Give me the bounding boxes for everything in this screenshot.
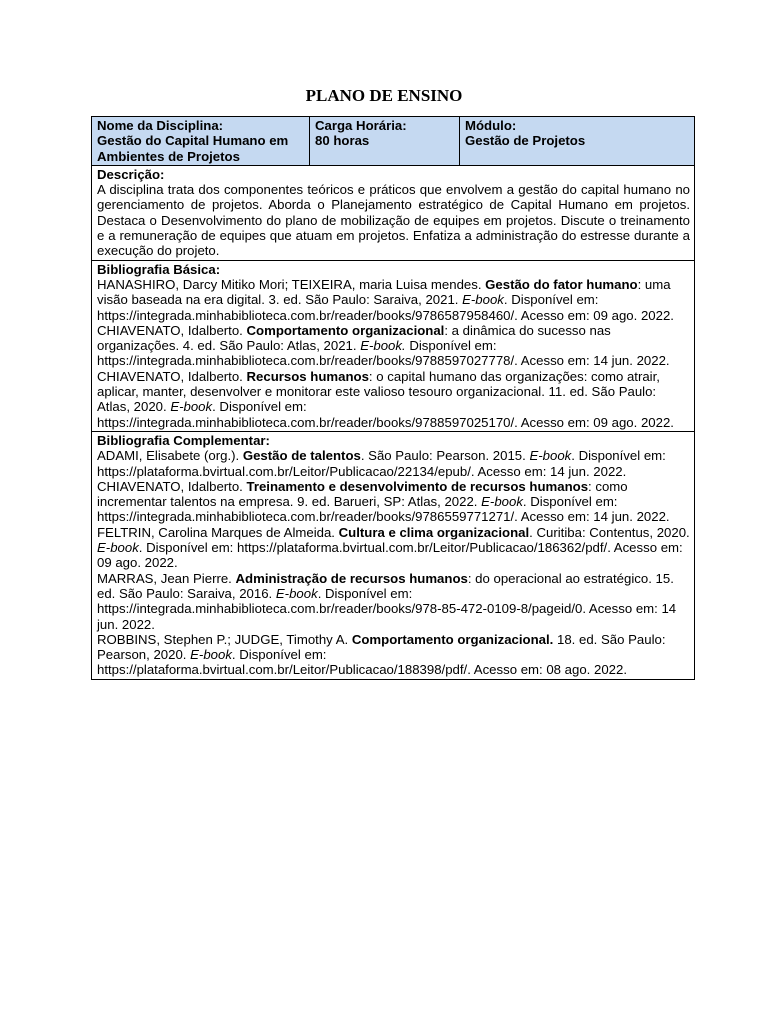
- carga-label: Carga Horária:: [315, 118, 407, 133]
- bibliografia-basica-row: [92, 260, 695, 431]
- descricao-label: Descrição:: [97, 166, 165, 182]
- reference-entry: [97, 277, 690, 323]
- reference-authors: ROBBINS, Stephen P.; JUDGE, Timothy A.: [97, 631, 352, 647]
- bibliografia-complementar-row: [92, 431, 695, 679]
- reference-entry: [97, 448, 690, 479]
- reference-entry: [97, 632, 690, 678]
- reference-title: Gestão de talentos: [242, 448, 361, 464]
- reference-details: . São Paulo: Pearson. 2015.: [360, 448, 530, 464]
- reference-ebook: E-book: [529, 448, 572, 464]
- header-row: [92, 117, 695, 166]
- disciplina-label: Nome da Disciplina:: [97, 118, 224, 133]
- bibliografia-basica-cell: [92, 260, 695, 431]
- reference-authors: CHIAVENATO, Idalberto.: [97, 322, 247, 338]
- reference-title: Comportamento organizacional.: [351, 631, 554, 647]
- reference-details: : a dinâmica do sucesso nas organizações. 4. ed. São Paulo: Atlas, 2021.: [97, 322, 611, 354]
- descricao-text: A disciplina trata dos componentes teóricos e práticos que envolvem a gestão do capital humano no gerenciamento de projetos. Aborda o Planejamento estratégico de Capital Humano em projetos. Destaca o Desenvolvimento do plano de mobilização de equipes em projetos. Discute o treinamento e a remuneração de equipes que atuam em projetos. Enfatiza a administração do estresse durante a execução do projeto.: [97, 182, 690, 259]
- course-plan-table: [91, 116, 695, 680]
- reference-authors: CHIAVENATO, Idalberto.: [97, 368, 247, 384]
- reference-ebook: E-book: [275, 585, 318, 601]
- reference-entry: [97, 369, 690, 430]
- carga-value: 80 horas: [315, 133, 370, 149]
- bibliografia-complementar-label: Bibliografia Complementar:: [97, 432, 270, 448]
- modulo-label: Módulo:: [465, 118, 517, 133]
- reference-ebook: E-book: [97, 540, 139, 556]
- reference-details: : o capital humano das organizações: como atrair, aplicar, manter, desenvolver e monitorar este valioso tesouro organizacional. 11. ed. São Paulo: Atlas, 2020.: [97, 368, 660, 415]
- reference-title: Comportamento organizacional: [246, 322, 445, 338]
- reference-ebook: E-book: [462, 292, 504, 308]
- descricao-row: [92, 165, 695, 260]
- reference-access: . Disponível em: https://integrada.minhabiblioteca.com.br/reader/books/9786559771271/. Acesso em: 14 jun. 2022.: [97, 494, 670, 525]
- page-title: PLANO DE ENSINO: [305, 86, 463, 105]
- reference-entry: [97, 571, 690, 632]
- reference-ebook: E-book: [481, 494, 523, 510]
- reference-entry: [97, 323, 690, 369]
- reference-ebook: E-book: [170, 399, 213, 415]
- descricao-cell: [92, 165, 695, 260]
- reference-access: . Disponível em: https://plataforma.bvirtual.com.br/Leitor/Publicacao/186362/pdf/. Acesso em: 09 ago. 2022.: [97, 540, 683, 571]
- reference-access: . Disponível em: https://plataforma.bvirtual.com.br/Leitor/Publicacao/22134/epub/. Acesso em: 14 jun. 2022.: [97, 448, 666, 479]
- reference-title: Gestão do fator humano: [485, 276, 638, 292]
- reference-access: . Disponível em: https://plataforma.bvirtual.com.br/Leitor/Publicacao/188398/pdf/. Acesso em: 08 ago. 2022.: [97, 647, 628, 678]
- disciplina-cell: [92, 117, 310, 166]
- reference-details: . Curitiba: Contentus, 2020.: [529, 524, 690, 540]
- bibliografia-basica-list: [97, 277, 690, 430]
- reference-access: . Disponível em: https://integrada.minhabiblioteca.com.br/reader/books/978-85-472-0109-8/pageid/0. Acesso em: 14 jun. 2022.: [97, 585, 677, 632]
- modulo-value: Gestão de Projetos: [465, 133, 586, 149]
- reference-entry: [97, 525, 690, 571]
- reference-entry: [97, 479, 690, 525]
- modulo-cell: [460, 117, 695, 166]
- reference-details: 18. ed. São Paulo: Pearson, 2020.: [97, 631, 666, 663]
- carga-cell: [310, 117, 460, 166]
- reference-title: Administração de recursos humanos: [235, 570, 468, 586]
- reference-title: Cultura e clima organizacional: [338, 524, 530, 540]
- reference-authors: FELTRIN, Carolina Marques de Almeida.: [97, 524, 339, 540]
- disciplina-value: Gestão do Capital Humano em Ambientes de Projetos: [97, 133, 289, 164]
- reference-title: Recursos humanos: [246, 368, 369, 384]
- reference-title: Treinamento e desenvolvimento de recursos humanos: [246, 478, 589, 494]
- reference-details: : como incrementar talentos na empresa. 9. ed. Barueri, SP: Atlas, 2022.: [97, 478, 628, 510]
- bibliografia-basica-label: Bibliografia Básica:: [97, 261, 221, 277]
- bibliografia-complementar-list: [97, 448, 690, 677]
- reference-access: . Disponível em: https://integrada.minhabiblioteca.com.br/reader/books/9786587958460/. Acesso em: 09 ago. 2022.: [97, 292, 674, 323]
- reference-access: . Disponível em: https://integrada.minhabiblioteca.com.br/reader/books/9788597025170/. Acesso em: 09 ago. 2022.: [97, 399, 674, 430]
- reference-details: : uma visão baseada na era digital. 3. ed. São Paulo: Saraiva, 2021.: [97, 276, 671, 308]
- reference-details: : do operacional ao estratégico. 15. ed. São Paulo: Saraiva, 2016.: [97, 570, 674, 601]
- reference-authors: MARRAS, Jean Pierre.: [97, 570, 236, 586]
- reference-access: Disponível em: https://integrada.minhabiblioteca.com.br/reader/books/9788597027778/. Acesso em: 14 jun. 2022.: [97, 338, 670, 369]
- reference-authors: ADAMI, Elisabete (org.).: [97, 448, 243, 464]
- reference-ebook: E-book.: [360, 338, 406, 354]
- reference-authors: HANASHIRO, Darcy Mitiko Mori; TEIXEIRA, maria Luisa mendes.: [97, 276, 486, 292]
- reference-authors: CHIAVENATO, Idalberto.: [97, 478, 247, 494]
- reference-ebook: E-book: [190, 647, 232, 663]
- bibliografia-complementar-cell: [92, 431, 695, 679]
